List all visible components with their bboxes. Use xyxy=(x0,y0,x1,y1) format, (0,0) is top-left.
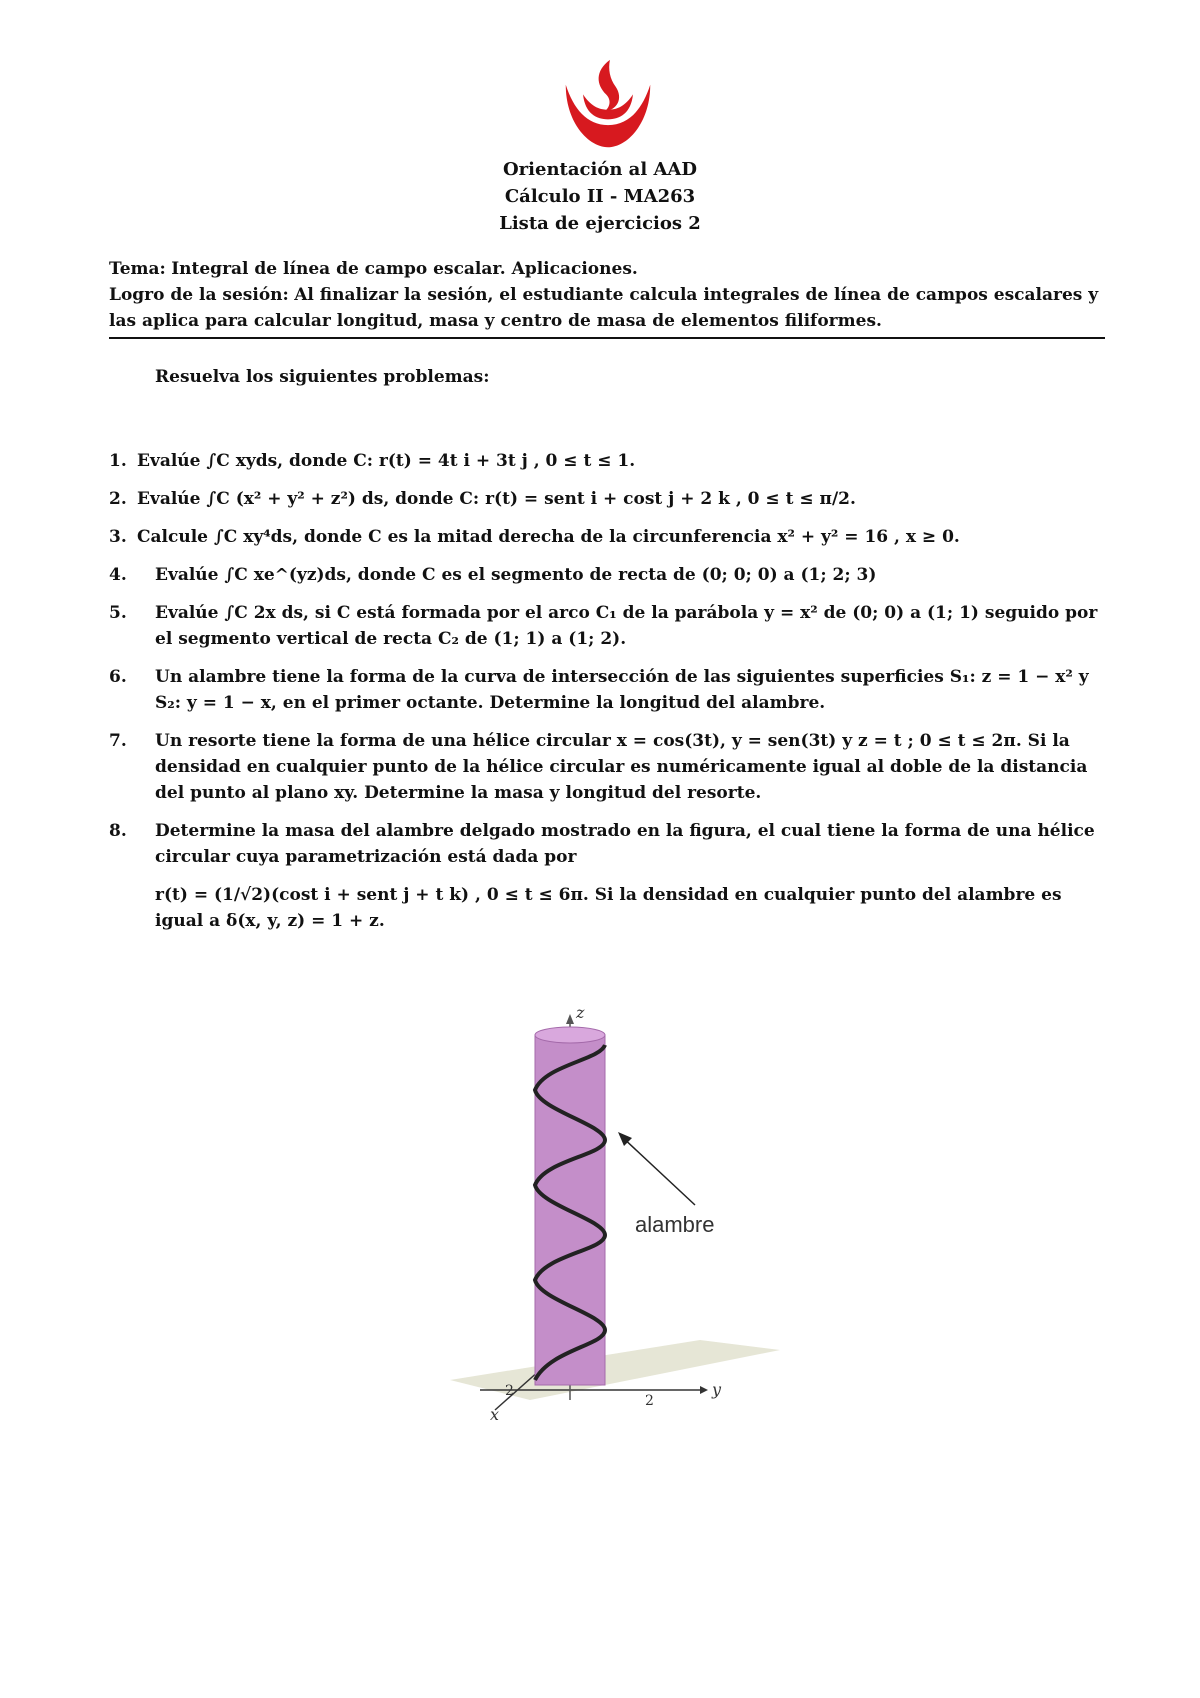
problem-number: 6. xyxy=(109,667,127,687)
logo-flame xyxy=(599,60,619,112)
z-axis-label: z xyxy=(576,1003,585,1022)
problem-text: Evalúe ∫C xyds, donde C: r(t) = 4t i + 3t j , 0 ≤ t ≤ 1. xyxy=(137,451,636,471)
problem-text: r(t) = (1/√2)(cost i + sent j + t k) , 0 ≤ t ≤ 6π. Si la densidad en cualquier punto del alambre es igual a δ(x, y, z) = 1 + z. xyxy=(155,885,1062,931)
z-axis-arrow xyxy=(566,1014,574,1024)
problem-text: Un alambre tiene la forma de la curva de intersección de las siguientes superficies S₁: z = 1 − x² y S₂: y = 1 − x, en el primer octante. Determine la longitud del alambre. xyxy=(155,667,1089,713)
problem-number: 2. xyxy=(109,489,127,509)
topic-text: Integral de línea de campo escalar. Aplicaciones. xyxy=(171,259,638,279)
x-axis-label: x xyxy=(490,1405,500,1424)
problem-item-8-continuation xyxy=(109,882,1105,934)
problem-text: Evalúe ∫C 2x ds, si C está formada por el arco C₁ de la parábola y = x² de (0; 0) a (1; 1) seguido por el segmento vertical de recta C₂ de (1; 1) a (1; 2). xyxy=(155,603,1098,649)
cylinder-top xyxy=(535,1027,605,1043)
document-header xyxy=(0,156,1200,237)
topic-line xyxy=(109,256,1105,282)
goal-text: Al finalizar la sesión, el estudiante calcula integrales de línea de campos escalares y las aplica para calcular longitud, masa y centro de masa de elementos filiformes. xyxy=(109,285,1099,331)
problem-item-3 xyxy=(109,524,1105,550)
alambre-label: alambre xyxy=(635,1212,715,1237)
label-pointer-arrow xyxy=(620,1135,695,1205)
problem-text: Determine la masa del alambre delgado mostrado en la figura, el cual tiene la forma de una hélice circular cuya parametrización está dada por xyxy=(155,821,1095,867)
problem-text: Un resorte tiene la forma de una hélice circular x = cos(3t), y = sen(3t) y z = t ; 0 ≤ t ≤ 2π. Si la densidad en cualquier punto de la hélice circular es numéricamente igual al doble de la distancia del punto al plano xy. Determine la masa y longitud del resorte. xyxy=(155,731,1088,803)
problem-number: 1. xyxy=(109,451,127,471)
problem-number: 4. xyxy=(109,565,127,585)
header-course-orientation: Orientación al AAD xyxy=(503,159,697,180)
goal-label: Logro de la sesión: xyxy=(109,285,289,305)
header-list-title: Lista de ejercicios 2 xyxy=(499,213,701,234)
problem-item-8 xyxy=(109,818,1105,870)
ground-plane xyxy=(450,1340,780,1400)
problem-item-1 xyxy=(109,448,1105,474)
x-tick-label: 2 xyxy=(505,1383,514,1399)
university-logo xyxy=(560,56,656,152)
problem-item-6 xyxy=(109,664,1105,716)
problem-text: Evalúe ∫C (x² + y² + z²) ds, donde C: r(t) = sent i + cost j + 2 k , 0 ≤ t ≤ π/2. xyxy=(137,489,856,509)
goal-line xyxy=(109,282,1105,334)
header-divider xyxy=(109,337,1105,339)
problem-list xyxy=(109,448,1105,946)
topic-label: Tema: xyxy=(109,259,166,279)
problem-number: 5. xyxy=(109,603,127,623)
session-info xyxy=(109,256,1105,334)
instructions: Resuelva los siguientes problemas: xyxy=(155,367,490,387)
problem-number: 7. xyxy=(109,731,127,751)
problem-item-2 xyxy=(109,486,1105,512)
problem-item-4 xyxy=(109,562,1105,588)
problem-item-7 xyxy=(109,728,1105,806)
header-course-code: Cálculo II - MA263 xyxy=(504,186,696,207)
y-axis-label: y xyxy=(712,1380,722,1399)
problem-number: 8. xyxy=(109,821,127,841)
problem-number: 3. xyxy=(109,527,127,547)
problem-text: Evalúe ∫C xe^(yz)ds, donde C es el segmento de recta de (0; 0; 0) a (1; 2; 3) xyxy=(155,565,877,585)
problem-item-5 xyxy=(109,600,1105,652)
y-tick-label: 2 xyxy=(645,1393,654,1409)
problem-text: Calcule ∫C xy⁴ds, donde C es la mitad derecha de la circunferencia x² + y² = 16 , x ≥ 0. xyxy=(137,527,960,547)
logo-inner-arc xyxy=(583,94,633,119)
helix-wire-figure xyxy=(450,1000,780,1450)
y-axis-arrow xyxy=(700,1386,708,1394)
